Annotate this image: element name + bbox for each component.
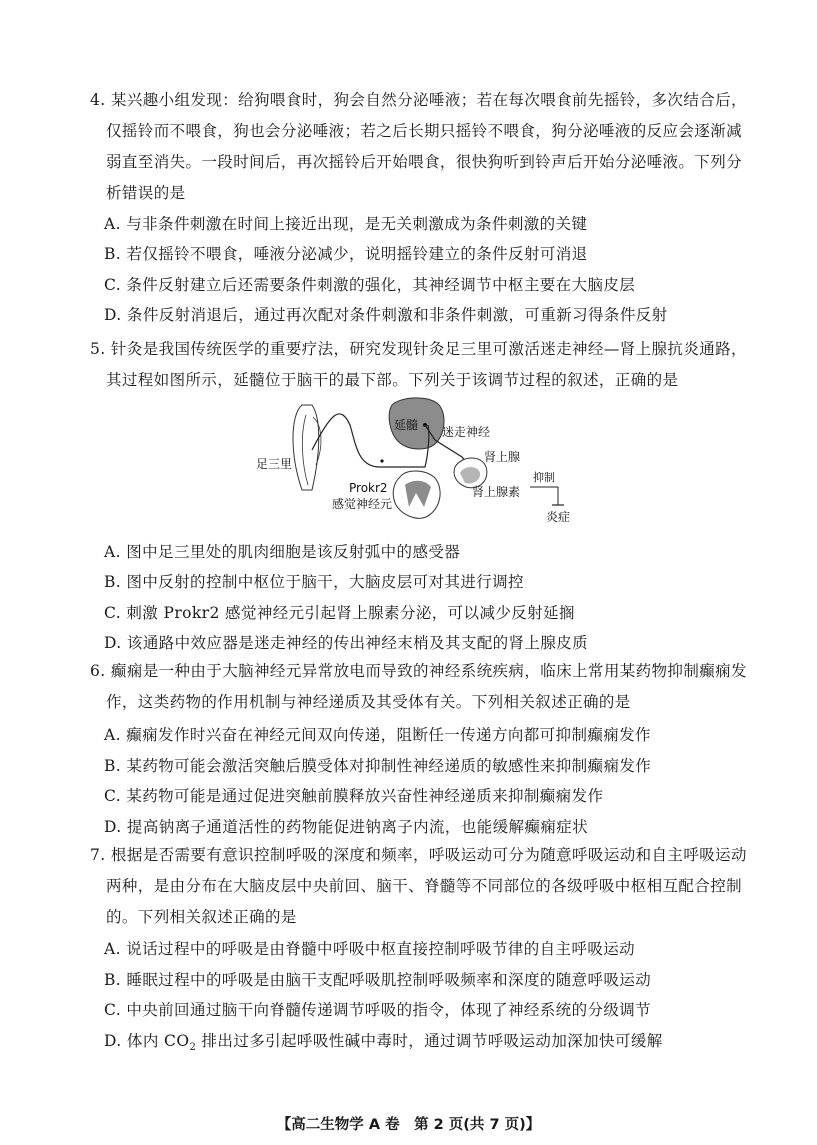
question-4-option-d: D. 条件反射消退后，通过再次配对条件刺激和非条件刺激，可重新习得条件反射 (104, 306, 668, 324)
question-4-option-c: C. 条件反射建立后还需要条件刺激的强化，其神经调节中枢主要在大脑皮层 (104, 276, 636, 294)
question-4-stem: 4. 某兴趣小组发现：给狗喂食时，狗会自然分泌唾液；若在每次喂食前先摇铃，多次结合后，仅摇铃而不喂食，狗也会分泌唾液；若之后长期只摇铃不喂食，狗分泌唾液的反应会逐渐减弱直至消失。一段时间后，再次摇铃后开始喂食，很快狗听到铃声后开始分泌唾液。下列分析错误的是 (90, 91, 747, 202)
question-7-option-d-post: 排出过多引起呼吸性碱中毒时，通过调节呼吸运动加深加快可缓解 (196, 1032, 663, 1050)
question-7 (90, 840, 750, 933)
adrenal-label: 肾上腺 (484, 450, 521, 464)
medulla-label: 延髓 (394, 418, 419, 432)
zusanli-label: 足三里 (256, 457, 293, 471)
vagus-label: 迷走神经 (442, 425, 491, 439)
question-6-option-a: A. 癫痫发作时兴奋在神经元间双向传递，阻断任一传递方向都可抑制癫痫发作 (104, 726, 651, 744)
spinal-cord-shape (393, 471, 440, 518)
question-7-option-d-pre: D. 体内 CO (104, 1032, 190, 1050)
page-footer: 【高二生物学 A 卷 第 2 页(共 7 页)】 (276, 1117, 541, 1133)
question-5-option-a: A. 图中足三里处的肌肉细胞是该反射弧中的感受器 (104, 543, 461, 561)
question-7-stem: 7. 根据是否需要有意识控制呼吸的深度和频率，呼吸运动可分为随意呼吸运动和自主呼吸运动两种，是由分布在大脑皮层中央前回、脑干、脊髓等不同部位的各级呼吸中枢相互配合控制的。下列相关叙述正确的是 (90, 846, 747, 926)
acupuncture-pathway-figure (250, 395, 580, 525)
question-7-option-b: B. 睡眠过程中的呼吸是由脑干支配呼吸肌控制呼吸频率和深度的随意呼吸运动 (104, 971, 652, 989)
question-4 (90, 85, 750, 209)
prokr2-label: Prokr2 (349, 481, 388, 495)
question-4-option-b: B. 若仅摇铃不喂食，唾液分泌减少，说明摇铃建立的条件反射可消退 (104, 245, 588, 263)
question-5-option-b: B. 图中反射的控制中枢位于脑干，大脑皮层可对其进行调控 (104, 573, 524, 591)
question-6-option-d: D. 提高钠离子通道活性的药物能促进钠离子内流，也能缓解癫痫症状 (104, 818, 589, 836)
question-5-option-d: D. 该通路中效应器是迷走神经的传出神经末梢及其支配的肾上腺皮质 (104, 634, 589, 652)
co2-subscript: 2 (189, 1042, 197, 1054)
question-6-option-c: C. 某药物可能是通过促进突触前膜释放兴奋性神经递质来抑制癫痫发作 (104, 787, 604, 805)
question-5-stem: 5. 针灸是我国传统医学的重要疗法，研究发现针灸足三里可激活迷走神经—肾上腺抗炎通路，其过程如图所示，延髓位于脑干的最下部。下列关于该调节过程的叙述，正确的是 (90, 340, 747, 389)
sensory-neuron-label: 感觉神经元 (332, 497, 393, 511)
inhibit-label: 抑制 (533, 471, 555, 484)
question-7-option-d (104, 1029, 754, 1053)
question-6-stem: 6. 癫痫是一种由于大脑神经元异常放电而导致的神经系统疾病，临床上常用某药物抑制癫痫发作，这类药物的作用机制与神经递质及其受体有关。下列相关叙述正确的是 (90, 662, 747, 711)
question-6-option-b: B. 某药物可能会激活突触后膜受体对抑制性神经递质的敏感性来抑制癫痫发作 (104, 757, 652, 775)
question-7-option-a: A. 说话过程中的呼吸是由脊髓中呼吸中枢直接控制呼吸节律的自主呼吸运动 (104, 940, 636, 958)
question-6 (90, 656, 750, 718)
question-7-option-c: C. 中央前回通过脑干向脊髓传递调节呼吸的指令，体现了神经系统的分级调节 (104, 1001, 652, 1019)
question-5 (90, 334, 750, 396)
question-5-option-c: C. 刺激 Prokr2 感觉神经元引起肾上腺素分泌，可以减少反射延搁 (104, 604, 575, 622)
epinephrine-label: 肾上腺素 (472, 485, 521, 499)
inflammation-label: 炎症 (546, 510, 571, 524)
question-4-option-a: A. 与非条件刺激在时间上接近出现，是无关刺激成为条件刺激的关键 (104, 215, 588, 233)
